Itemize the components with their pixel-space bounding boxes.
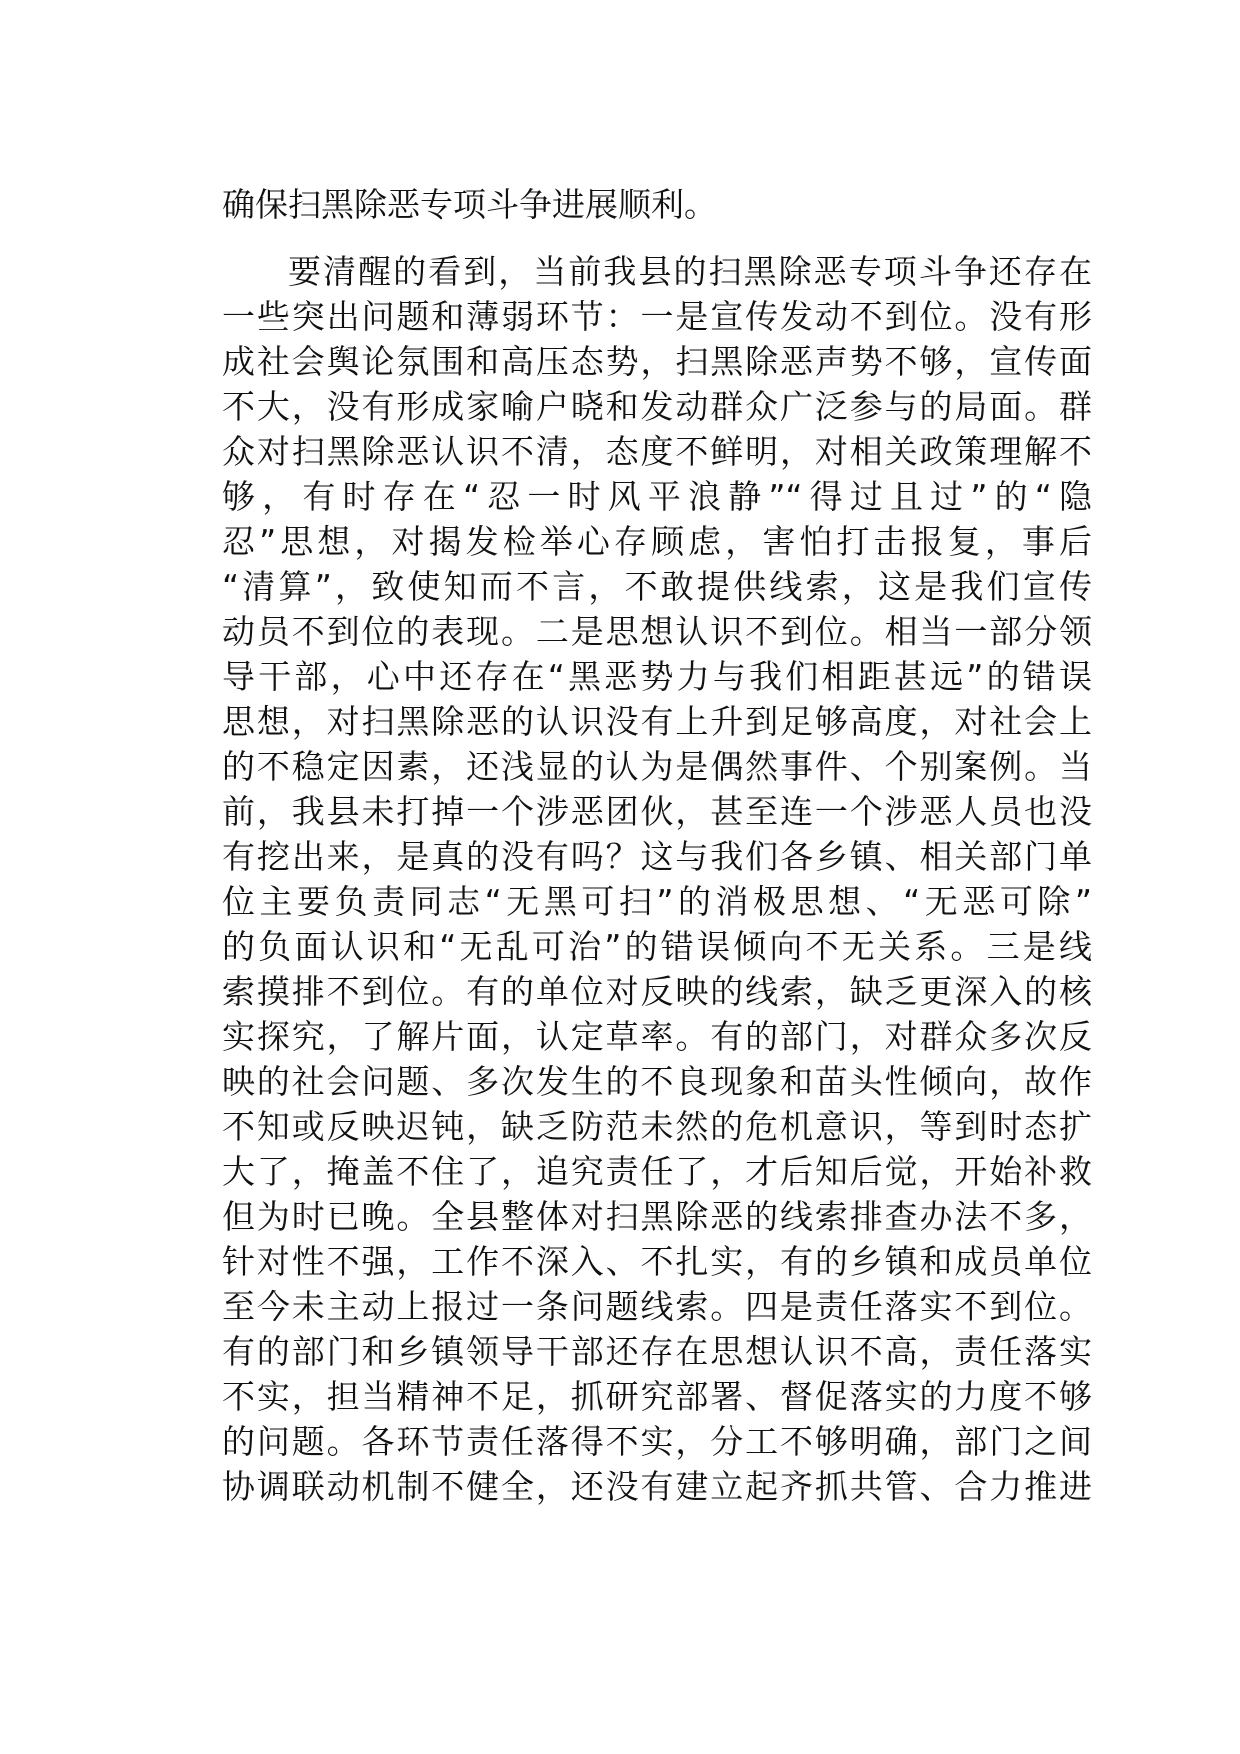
document-body bbox=[222, 182, 1092, 1509]
text-line: 位主要负责同志“无黑可扫”的消极思想、“无恶可除” bbox=[222, 882, 1092, 921]
text-line: 的负面认识和“无乱可治”的错误倾向不无关系。三是线 bbox=[222, 927, 1092, 966]
text-line: 不实，担当精神不足，抓研究部署、督促落实的力度不够 bbox=[222, 1377, 1092, 1416]
text-line: 不大，没有形成家喻户晓和发动群众广泛参与的局面。群 bbox=[222, 387, 1092, 426]
paragraph bbox=[222, 249, 1092, 1509]
text-line: 的问题。各环节责任落得不实，分工不够明确，部门之间 bbox=[222, 1422, 1092, 1461]
text-line: 映的社会问题、多次发生的不良现象和苗头性倾向，故作 bbox=[222, 1062, 1092, 1101]
text-line: 有的部门和乡镇领导干部还存在思想认识不高，责任落实 bbox=[222, 1332, 1092, 1371]
text-line: 要清醒的看到，当前我县的扫黑除恶专项斗争还存在 bbox=[288, 252, 1092, 291]
paragraph-gap bbox=[222, 227, 1092, 249]
text-line: 针对性不强，工作不深入、不扎实，有的乡镇和成员单位 bbox=[222, 1242, 1092, 1281]
text-line: 大了，掩盖不住了，追究责任了，才后知后觉，开始补救 bbox=[222, 1152, 1092, 1191]
text-line: 但为时已晚。全县整体对扫黑除恶的线索排查办法不多， bbox=[222, 1197, 1092, 1236]
text-line: 不知或反映迟钝，缺乏防范未然的危机意识，等到时态扩 bbox=[222, 1107, 1092, 1146]
text-line: 思想，对扫黑除恶的认识没有上升到足够高度，对社会上 bbox=[222, 702, 1092, 741]
text-line: 有挖出来，是真的没有吗？这与我们各乡镇、相关部门单 bbox=[222, 837, 1092, 876]
text-line: 协调联动机制不健全，还没有建立起齐抓共管、合力推进 bbox=[222, 1467, 1092, 1506]
text-line: 实探究，了解片面，认定草率。有的部门，对群众多次反 bbox=[222, 1017, 1092, 1056]
text-line: 够，有时存在“忍一时风平浪静”“得过且过”的“隐 bbox=[222, 477, 1092, 516]
text-line: 成社会舆论氛围和高压态势，扫黑除恶声势不够，宣传面 bbox=[222, 342, 1092, 381]
text-line: 的不稳定因素，还浅显的认为是偶然事件、个别案例。当 bbox=[222, 747, 1092, 786]
text-line: 确保扫黑除恶专项斗争进展顺利。 bbox=[222, 185, 717, 224]
text-line: 众对扫黑除恶认识不清，态度不鲜明，对相关政策理解不 bbox=[222, 432, 1092, 471]
text-line: 至今未主动上报过一条问题线索。四是责任落实不到位。 bbox=[222, 1287, 1092, 1326]
text-line: 动员不到位的表现。二是思想认识不到位。相当一部分领 bbox=[222, 612, 1092, 651]
text-line: 忍”思想，对揭发检举心存顾虑，害怕打击报复，事后 bbox=[222, 522, 1092, 561]
text-line: 前，我县未打掉一个涉恶团伙，甚至连一个涉恶人员也没 bbox=[222, 792, 1092, 831]
text-line: 索摸排不到位。有的单位对反映的线索，缺乏更深入的核 bbox=[222, 972, 1092, 1011]
text-line: 一些突出问题和薄弱环节：一是宣传发动不到位。没有形 bbox=[222, 297, 1092, 336]
paragraph bbox=[222, 182, 1092, 227]
text-line: 导干部，心中还存在“黑恶势力与我们相距甚远”的错误 bbox=[222, 657, 1092, 696]
text-line: “清算”，致使知而不言，不敢提供线索，这是我们宣传 bbox=[222, 567, 1092, 606]
